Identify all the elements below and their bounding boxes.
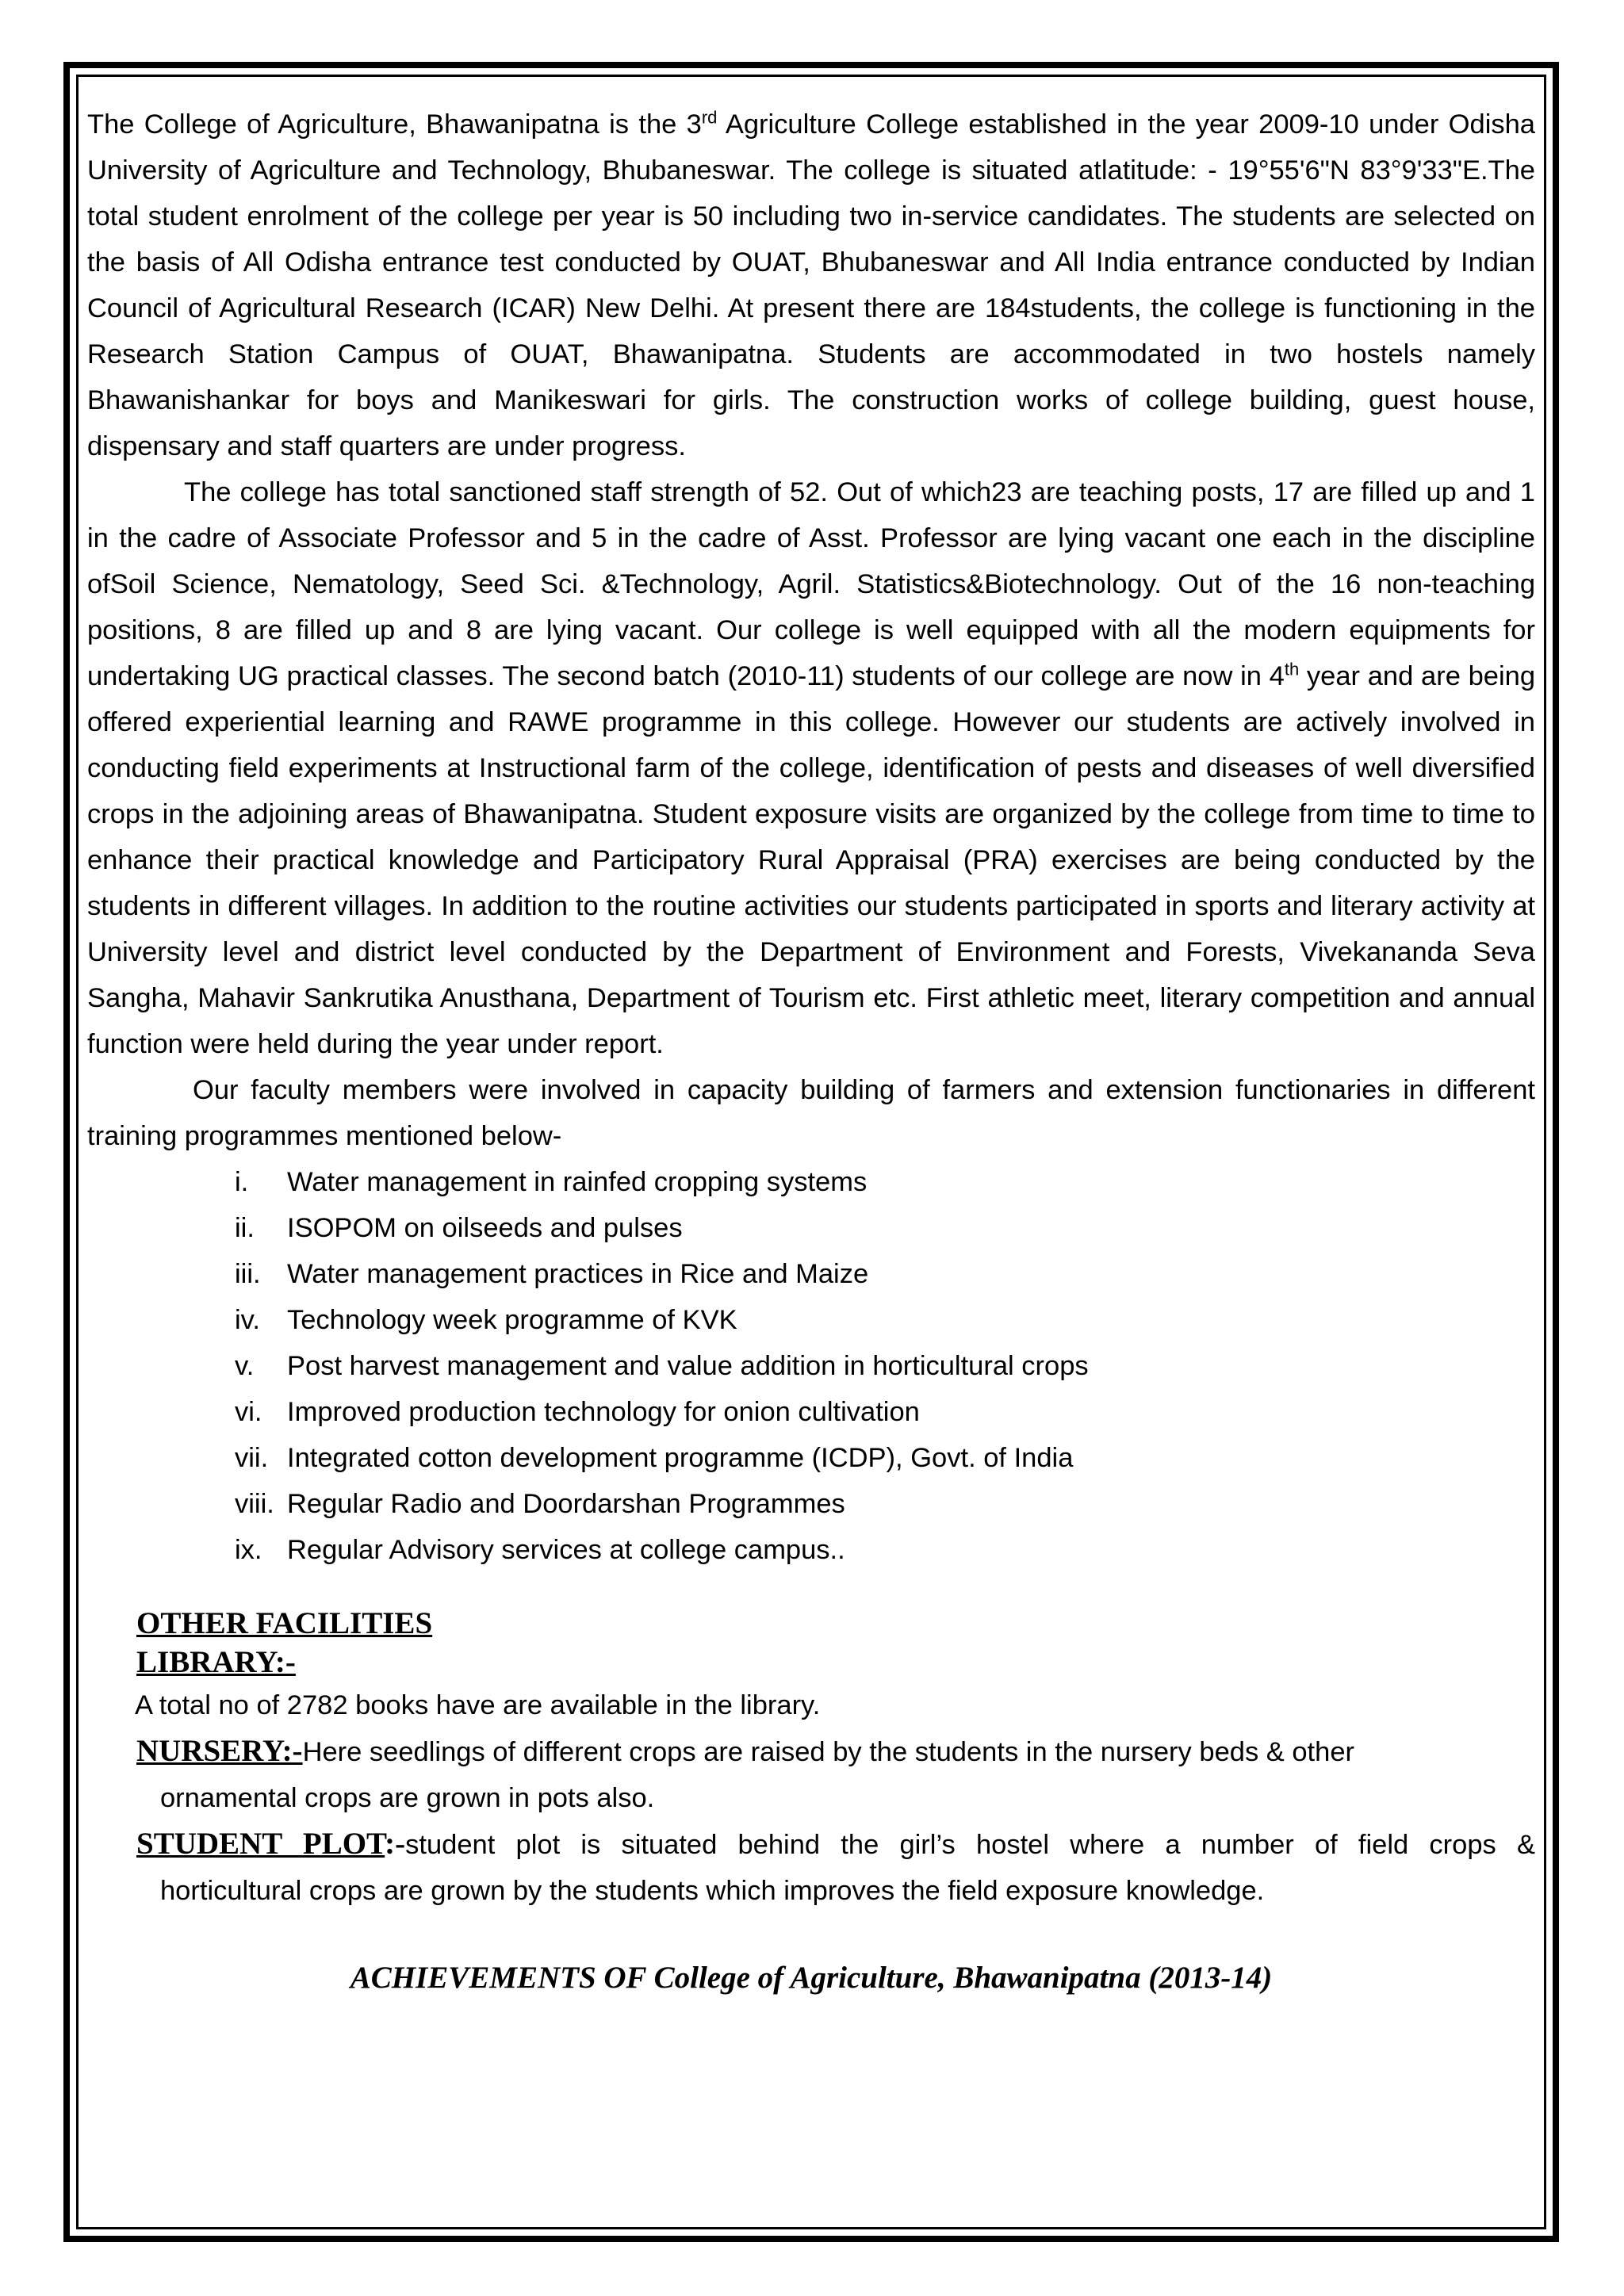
- faculty-paragraph: Our faculty members were involved in capacity building of farmers and extension functionaries in different training programmes mentioned below-: [87, 1075, 1535, 1151]
- nursery-text-cont: ornamental crops are grown in pots also.: [160, 1783, 655, 1813]
- list-item: iii. Water management practices in Rice and Maize: [235, 1259, 869, 1289]
- list-item: ii. ISOPOM on oilseeds and pulses: [235, 1213, 683, 1243]
- staff-text-start: The college has total sanctioned staff strength of 52. Out of which23 are teaching posts, 17 are filled up and 1 in the cadre of Associate Professor and 5 in the cadre of Asst. Professor are lying vacant one each in the discipline ofSoil Science, Nematology, Seed Sci. &Technology, Agril. Statistics&Biotechnology. Out of the 16 non-teaching positions, 8 are filled up and 8 are lying vacant. Our college is well equipped with all the modern equipments for undertaking UG practical classes. The second batch (2010-11) students of our college are now in 4: [87, 477, 1535, 691]
- ordinal-superscript: rd: [701, 107, 718, 128]
- other-facilities-section: [87, 1605, 1535, 1914]
- training-list: [87, 1159, 1535, 1573]
- staff-text-rest: year and are being offered experiential learning and RAWE programme in this college. However our students are actively involved in conducting field experiments at Instructional farm of the college, identification of pests and diseases of well diversified crops in the adjoining areas of Bhawanipatna. Student exposure visits are organized by the college from time to time to enhance their practical knowledge and Participatory Rural Appraisal (PRA) exercises are being conducted by the students in different villages. In addition to the routine activities our students participated in sports and literary activity at University level and district level conducted by the Department of Environment and Forests, Vivekananda Seva Sangha, Mahavir Sankrutika Anusthana, Department of Tourism etc. First athletic meet, literary competition and annual function were held during the year under report.: [87, 661, 1536, 1059]
- student-plot-text: student plot is situated behind the girl’s hostel where a number of field crops &: [405, 1830, 1535, 1860]
- student-plot-text-cont: horticultural crops are grown by the students which improves the field exposure knowledge.: [160, 1876, 1265, 1906]
- other-facilities-heading: OTHER FACILITIES: [136, 1606, 433, 1640]
- nursery-heading: NURSERY:-: [136, 1734, 303, 1768]
- ordinal-superscript: th: [1284, 659, 1300, 679]
- nursery-line: [136, 1728, 1535, 1775]
- library-text: A total no of 2782 books have are available in the library.: [135, 1690, 821, 1720]
- list-item: iv. Technology week programme of KVK: [235, 1305, 737, 1335]
- list-item: i. Water management in rainfed cropping systems: [235, 1167, 868, 1197]
- nursery-text: Here seedlings of different crops are raised by the students in the nursery beds & other: [302, 1737, 1355, 1767]
- list-item: vii. Integrated cotton development programme (ICDP), Govt. of India: [235, 1443, 1074, 1473]
- intro-paragraph: [87, 101, 1535, 469]
- student-plot-line: [136, 1821, 1535, 1868]
- list-item: vi. Improved production technology for onion cultivation: [235, 1397, 920, 1427]
- achievements-title: ACHIEVEMENTS OF College of Agriculture, Bhawanipatna (2013-14): [350, 1961, 1273, 1995]
- list-item: v. Post harvest management and value addition in horticultural crops: [235, 1351, 1089, 1381]
- student-plot-separator: :-: [385, 1827, 406, 1861]
- staff-paragraph: [87, 469, 1535, 1067]
- student-plot-heading: STUDENT PLOT: [136, 1827, 385, 1861]
- library-heading: LIBRARY:-: [136, 1645, 296, 1679]
- list-item: viii. Regular Radio and Doordarshan Programmes: [235, 1489, 845, 1519]
- intro-text-start: The College of Agriculture, Bhawanipatna is the 3: [87, 109, 702, 140]
- document-body: [87, 101, 1535, 2001]
- intro-text-rest: Agriculture College established in the year 2009-10 under Odisha University of Agriculture and Technology, Bhubaneswar. The college is situated atlatitude: - 19°55'6"N 83°9'33"E.The total student enrolment of the college per year is 50 including two in-service candidates. The students are selected on the basis of All Odisha entrance test conducted by OUAT, Bhubaneswar and All India entrance conducted by Indian Council of Agricultural Research (ICAR) New Delhi. At present there are 184students, the college is functioning in the Research Station Campus of OUAT, Bhawanipatna. Students are accommodated in two hostels namely Bhawanishankar for boys and Manikeswari for girls. The construction works of college building, guest house, dispensary and staff quarters are under progress.: [87, 109, 1535, 461]
- list-item: ix. Regular Advisory services at college campus..: [235, 1535, 845, 1565]
